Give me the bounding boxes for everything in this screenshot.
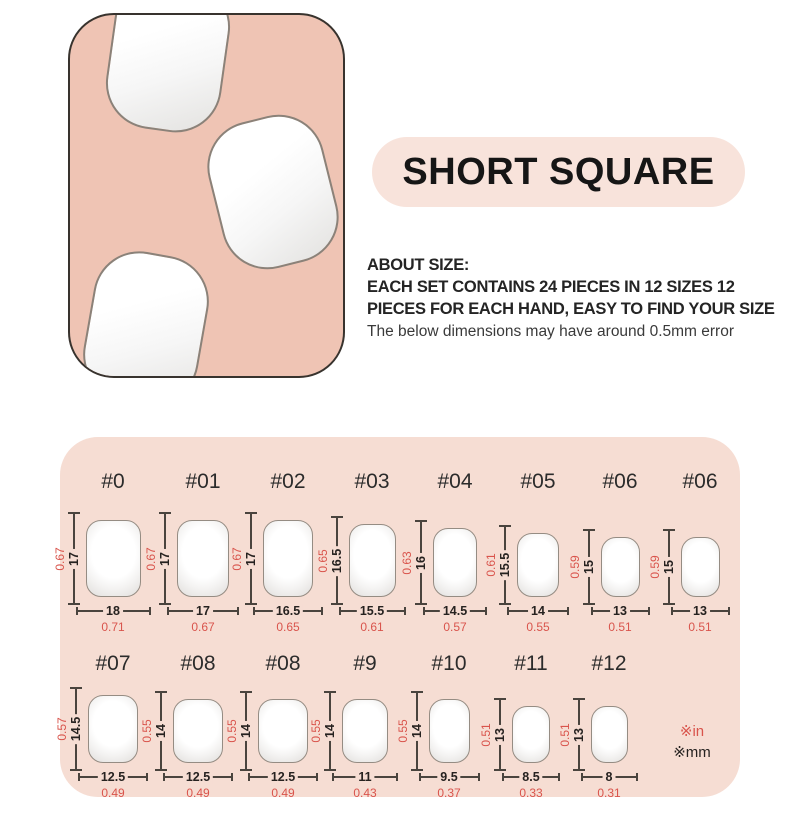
width-mm-value: 13 [690, 604, 710, 619]
width-in-value: 0.49 [101, 786, 125, 800]
size-column-label: #05 [520, 470, 556, 493]
height-in-value: 0.67 [52, 546, 67, 571]
height-in-value: 0.55 [140, 719, 154, 743]
nail-shape [349, 524, 396, 597]
width-in-value: 0.31 [597, 786, 621, 800]
size-column-label: #06 [682, 470, 718, 493]
about-size-note: The below dimensions may have around 0.5mm error [367, 323, 735, 340]
width-mm-value: 12.5 [183, 770, 213, 785]
size-column-label: #08 [180, 652, 216, 675]
width-in-value: 0.37 [437, 786, 461, 800]
size-column-label: #08 [265, 652, 301, 675]
height-mm-value: 16.5 [329, 545, 344, 575]
height-in-value: 0.55 [395, 719, 410, 743]
size-column-label: #0 [101, 470, 125, 493]
height-mm-value: 13 [571, 725, 586, 745]
height-mm-value: 15 [661, 557, 676, 577]
size-column-label: #11 [514, 652, 548, 675]
width-mm-value: 14 [528, 604, 548, 619]
width-mm-value: 14.5 [440, 604, 470, 619]
width-in-value: 0.51 [688, 620, 712, 634]
nail-shape [512, 706, 550, 763]
width-mm-value: 8 [603, 770, 616, 785]
height-in-value: 0.61 [484, 553, 498, 577]
width-in-value: 0.61 [360, 620, 384, 634]
width-mm-value: 11 [355, 770, 374, 785]
width-in-value: 0.65 [276, 620, 300, 634]
height-mm-value: 15 [581, 557, 596, 577]
width-in-value: 0.33 [519, 786, 543, 800]
height-in-value: 0.67 [144, 546, 158, 571]
nail-shape [591, 706, 628, 763]
size-column-label: #07 [95, 652, 131, 675]
width-in-value: 0.57 [443, 620, 467, 634]
width-in-value: 0.67 [191, 620, 215, 634]
legend-inches: ※in [679, 723, 705, 740]
height-in-value: 0.55 [225, 719, 239, 743]
nail-shape [681, 537, 720, 597]
height-in-value: 0.65 [315, 548, 330, 573]
height-mm-value: 17 [66, 549, 81, 569]
nail-shape [433, 528, 477, 597]
height-mm-value: 14.5 [69, 714, 84, 744]
width-mm-value: 18 [103, 604, 123, 619]
nail-shape [88, 695, 138, 763]
height-in-value: 0.59 [567, 555, 582, 579]
width-mm-value: 12.5 [268, 770, 298, 785]
title-pill [372, 137, 745, 207]
width-mm-value: 13 [610, 604, 630, 619]
height-in-value: 0.59 [647, 555, 662, 579]
height-in-value: 0.67 [230, 546, 244, 571]
height-in-value: 0.63 [400, 550, 414, 575]
width-mm-value: 12.5 [98, 770, 128, 785]
size-column-label: #04 [437, 470, 473, 493]
size-column-label: #06 [602, 470, 638, 493]
size-column-label: #03 [354, 470, 390, 493]
size-column-label: #9 [353, 652, 377, 675]
nail-shape [263, 520, 313, 597]
nail-shape [601, 537, 640, 597]
width-in-value: 0.71 [101, 620, 125, 634]
height-mm-value: 17 [244, 549, 259, 569]
nail-shape [429, 699, 470, 763]
size-column-label: #01 [185, 470, 221, 493]
nail-illustration [198, 105, 345, 279]
height-mm-value: 16 [414, 553, 429, 573]
width-mm-value: 9.5 [437, 770, 460, 785]
nail-shape [342, 699, 388, 763]
height-mm-value: 17 [158, 549, 173, 569]
nail-style-tile [68, 13, 345, 378]
about-size-line1: EACH SET CONTAINS 24 PIECES IN 12 SIZES 12 [367, 278, 735, 296]
size-column [640, 470, 760, 640]
page-title: SHORT SQUARE [402, 150, 715, 193]
size-panel [52, 437, 740, 800]
height-in-value: 0.57 [55, 717, 69, 741]
width-in-value: 0.49 [186, 786, 210, 800]
width-in-value: 0.51 [608, 620, 632, 634]
width-in-value: 0.55 [526, 620, 550, 634]
width-mm-value: 8.5 [519, 770, 542, 785]
about-size-heading: ABOUT SIZE: [367, 256, 470, 274]
height-in-value: 0.51 [557, 722, 572, 747]
height-mm-value: 14 [323, 721, 338, 741]
about-size-block [367, 254, 775, 343]
width-in-value: 0.49 [271, 786, 295, 800]
height-mm-value: 15.5 [498, 550, 513, 580]
height-mm-value: 13 [493, 725, 508, 745]
size-column [549, 652, 669, 822]
size-column-label: #12 [591, 652, 627, 675]
nail-shape [173, 699, 223, 763]
nail-illustration [100, 13, 236, 138]
legend-millimeters: ※mm [673, 744, 711, 761]
width-in-value: 0.43 [353, 786, 377, 800]
nail-shape [177, 520, 229, 597]
height-in-value: 0.51 [479, 722, 493, 747]
height-mm-value: 14 [239, 721, 254, 741]
nail-shape [258, 699, 308, 763]
width-mm-value: 15.5 [357, 604, 387, 619]
size-column-label: #10 [431, 652, 467, 675]
nail-illustration [76, 244, 216, 378]
nail-shape [86, 520, 141, 597]
nail-shape [517, 533, 559, 597]
height-mm-value: 14 [409, 721, 424, 741]
height-mm-value: 14 [154, 721, 169, 741]
size-column-label: #02 [270, 470, 306, 493]
width-mm-value: 16.5 [273, 604, 303, 619]
width-mm-value: 17 [193, 604, 213, 619]
about-size-line2: PIECES FOR EACH HAND, EASY TO FIND YOUR SIZE [367, 300, 775, 318]
height-in-value: 0.55 [309, 719, 323, 743]
